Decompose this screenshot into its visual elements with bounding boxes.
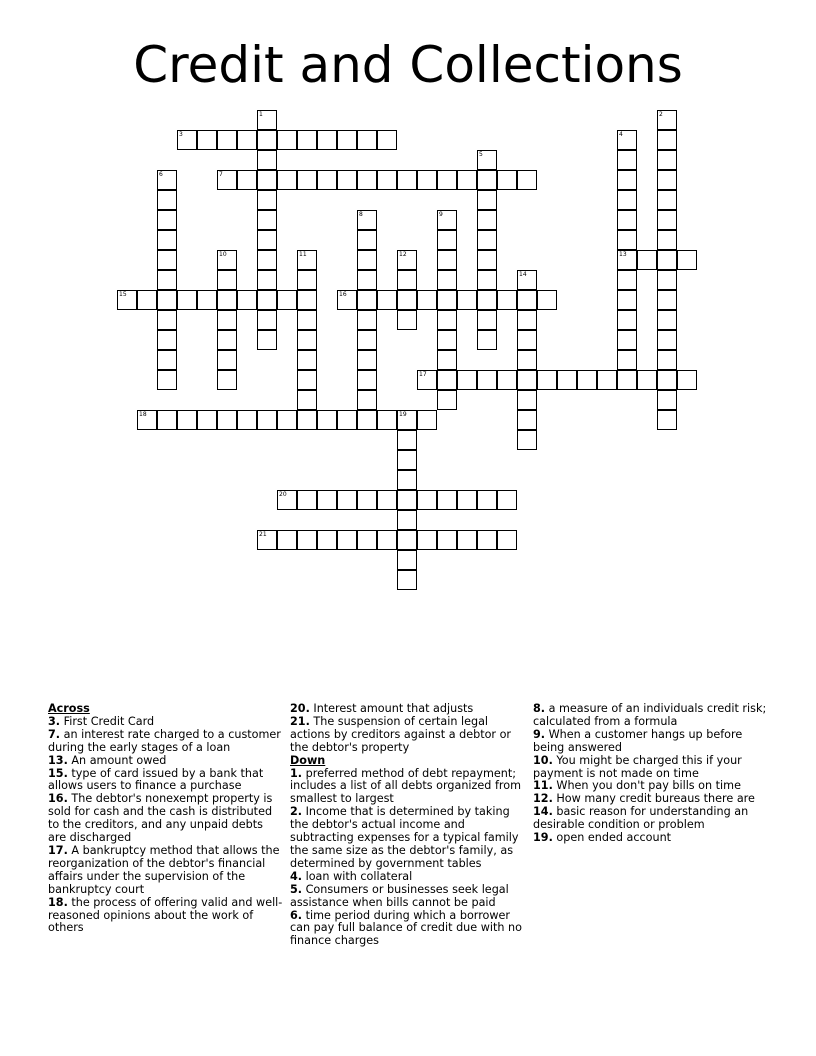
grid-cell[interactable]	[377, 170, 397, 190]
grid-cell[interactable]	[417, 530, 437, 550]
grid-cell[interactable]	[317, 130, 337, 150]
grid-cell[interactable]	[357, 330, 377, 350]
grid-cell[interactable]	[337, 490, 357, 510]
grid-cell[interactable]	[157, 290, 177, 310]
grid-cell[interactable]	[157, 210, 177, 230]
grid-cell[interactable]	[357, 350, 377, 370]
grid-cell[interactable]	[237, 290, 257, 310]
clues-column-2	[290, 703, 526, 948]
grid-cell[interactable]	[157, 270, 177, 290]
grid-cell[interactable]	[397, 310, 417, 330]
grid-cell[interactable]	[217, 310, 237, 330]
grid-cell[interactable]	[257, 230, 277, 250]
grid-cell[interactable]	[177, 410, 197, 430]
grid-cell[interactable]	[257, 190, 277, 210]
clue-across-16: 16. The debtor's nonexempt property is sold for cash and the cash is distributed to the creditors, and any unpaid debts are discharged	[48, 792, 273, 845]
grid-cell[interactable]	[517, 310, 537, 330]
grid-cell[interactable]	[357, 530, 377, 550]
cell-number: 5	[479, 151, 483, 158]
grid-cell[interactable]	[317, 490, 337, 510]
grid-cell[interactable]	[457, 490, 477, 510]
grid-cell[interactable]	[357, 250, 377, 270]
grid-cell[interactable]	[397, 410, 417, 430]
grid-cell[interactable]	[257, 150, 277, 170]
clue-down-10: 10. You might be charged this if your payment is not made on time	[533, 753, 742, 780]
clue-down-1: 1. preferred method of debt repayment; includes a list of all debts organized from smallest to largest	[290, 766, 521, 806]
across-heading: Across	[48, 702, 90, 715]
grid-cell[interactable]	[517, 290, 537, 310]
grid-cell[interactable]	[137, 410, 157, 430]
grid-cell[interactable]	[617, 310, 637, 330]
grid-cell[interactable]	[257, 330, 277, 350]
grid-cell[interactable]	[517, 390, 537, 410]
grid-cell[interactable]	[397, 290, 417, 310]
grid-cell[interactable]	[297, 170, 317, 190]
grid-cell[interactable]	[437, 350, 457, 370]
grid-cell[interactable]	[477, 250, 497, 270]
grid-cell[interactable]	[397, 270, 417, 290]
clue-down-6: 6. time period during which a borrower can pay full balance of credit due with no finance charges	[290, 908, 522, 948]
grid-cell[interactable]	[297, 130, 317, 150]
grid-cell[interactable]	[617, 250, 637, 270]
grid-cell[interactable]	[517, 350, 537, 370]
grid-cell[interactable]	[357, 310, 377, 330]
clue-down-4: 4. loan with collateral	[290, 869, 413, 883]
grid-cell[interactable]	[397, 430, 417, 450]
grid-cell[interactable]	[617, 370, 637, 390]
clue-down-5: 5. Consumers or businesses seek legal assistance when bills cannot be paid	[290, 882, 509, 909]
grid-cell[interactable]	[297, 490, 317, 510]
grid-cell[interactable]	[277, 410, 297, 430]
grid-cell[interactable]	[357, 390, 377, 410]
grid-cell[interactable]	[397, 550, 417, 570]
grid-cell[interactable]	[457, 290, 477, 310]
grid-cell[interactable]	[297, 410, 317, 430]
cell-number: 20	[279, 491, 287, 498]
grid-cell[interactable]	[497, 370, 517, 390]
grid-cell[interactable]	[617, 290, 637, 310]
grid-cell[interactable]	[477, 290, 497, 310]
grid-cell[interactable]	[417, 490, 437, 510]
grid-cell[interactable]	[157, 230, 177, 250]
cell-number: 21	[259, 531, 267, 538]
grid-cell[interactable]	[217, 370, 237, 390]
cell-number: 8	[359, 211, 363, 218]
grid-cell[interactable]	[657, 310, 677, 330]
grid-cell[interactable]	[617, 350, 637, 370]
grid-cell[interactable]	[517, 170, 537, 190]
grid-cell[interactable]	[157, 250, 177, 270]
grid-cell[interactable]	[257, 170, 277, 190]
clue-across-18: 18. the process of offering valid and well-reasoned opinions about the work of others	[48, 895, 283, 935]
grid-cell[interactable]	[657, 330, 677, 350]
grid-cell[interactable]	[357, 170, 377, 190]
grid-cell[interactable]	[157, 370, 177, 390]
cell-number: 19	[399, 411, 407, 418]
puzzle-title: Credit and Collections	[133, 36, 683, 94]
grid-cell[interactable]	[437, 490, 457, 510]
clue-down-19: 19. open ended account	[533, 831, 672, 845]
grid-cell[interactable]	[117, 290, 137, 310]
grid-cell[interactable]	[277, 290, 297, 310]
grid-cell[interactable]	[397, 470, 417, 490]
grid-cell[interactable]	[457, 370, 477, 390]
grid-cell[interactable]	[297, 350, 317, 370]
grid-cell[interactable]	[157, 350, 177, 370]
clue-down-12: 12. How many credit bureaus there are	[533, 792, 755, 806]
grid-cell[interactable]	[157, 190, 177, 210]
grid-cell[interactable]	[597, 370, 617, 390]
grid-cell[interactable]	[217, 270, 237, 290]
grid-cell[interactable]	[257, 290, 277, 310]
grid-cell[interactable]	[617, 270, 637, 290]
grid-cell[interactable]	[297, 310, 317, 330]
grid-cell[interactable]	[477, 310, 497, 330]
cell-number: 11	[299, 251, 307, 258]
grid-cell[interactable]	[397, 450, 417, 470]
grid-cell[interactable]	[217, 350, 237, 370]
clue-down-8: 8. a measure of an individuals credit risk; calculated from a formula	[533, 702, 767, 728]
grid-cell[interactable]	[297, 530, 317, 550]
grid-cell[interactable]	[677, 370, 697, 390]
grid-cell[interactable]	[217, 130, 237, 150]
grid-cell[interactable]	[477, 210, 497, 230]
clue-across-20: 20. Interest amount that adjusts	[290, 702, 474, 715]
grid-cell[interactable]	[437, 170, 457, 190]
down-heading: Down	[290, 753, 326, 767]
grid-cell[interactable]	[297, 390, 317, 410]
grid-cell[interactable]	[437, 230, 457, 250]
grid-cell[interactable]	[257, 250, 277, 270]
grid-cell[interactable]	[617, 150, 637, 170]
grid-cell[interactable]	[477, 490, 497, 510]
grid-cell[interactable]	[217, 410, 237, 430]
grid-cell[interactable]	[657, 370, 677, 390]
grid-cell[interactable]	[617, 130, 637, 150]
grid-cell[interactable]	[397, 570, 417, 590]
cell-number: 3	[179, 131, 183, 138]
grid-cell[interactable]	[657, 350, 677, 370]
grid-cell[interactable]	[417, 170, 437, 190]
grid-cell[interactable]	[437, 390, 457, 410]
clue-down-9: 9. When a customer hangs up before being answered	[533, 727, 743, 754]
grid-cell[interactable]	[337, 130, 357, 150]
cell-number: 14	[519, 271, 527, 278]
grid-cell[interactable]	[657, 190, 677, 210]
grid-cell[interactable]	[657, 270, 677, 290]
grid-cell[interactable]	[377, 130, 397, 150]
grid-cell[interactable]	[297, 270, 317, 290]
grid-cell[interactable]	[477, 230, 497, 250]
clue-across-15: 15. type of card issued by a bank that allows users to finance a purchase	[48, 766, 264, 793]
clues-column-1	[48, 703, 284, 935]
grid-cell[interactable]	[257, 310, 277, 330]
grid-cell[interactable]	[237, 410, 257, 430]
grid-cell[interactable]	[157, 310, 177, 330]
grid-cell[interactable]	[357, 210, 377, 230]
grid-cell[interactable]	[177, 130, 197, 150]
clues-column-3	[533, 703, 769, 845]
grid-cell[interactable]	[437, 270, 457, 290]
grid-cell[interactable]	[457, 170, 477, 190]
grid-cell[interactable]	[477, 170, 497, 190]
grid-cell[interactable]	[617, 170, 637, 190]
clue-across-21: 21. The suspension of certain legal actions by creditors against a debtor or the debtor's property	[290, 714, 512, 754]
grid-cell[interactable]	[237, 170, 257, 190]
grid-cell[interactable]	[437, 210, 457, 230]
grid-cell[interactable]	[397, 250, 417, 270]
clue-across-3: 3. First Credit Card	[48, 714, 155, 728]
grid-cell[interactable]	[577, 370, 597, 390]
grid-cell[interactable]	[657, 230, 677, 250]
grid-cell[interactable]	[357, 230, 377, 250]
grid-cell[interactable]	[257, 530, 277, 550]
grid-cell[interactable]	[337, 290, 357, 310]
grid-cell[interactable]	[377, 530, 397, 550]
grid-cell[interactable]	[297, 370, 317, 390]
cell-number: 10	[219, 251, 227, 258]
grid-cell[interactable]	[237, 130, 257, 150]
grid-cell[interactable]	[177, 290, 197, 310]
cell-number: 1	[259, 111, 263, 118]
grid-cell[interactable]	[257, 110, 277, 130]
grid-cell[interactable]	[277, 170, 297, 190]
grid-cell[interactable]	[137, 290, 157, 310]
grid-cell[interactable]	[257, 270, 277, 290]
cell-number: 12	[399, 251, 407, 258]
grid-cell[interactable]	[197, 410, 217, 430]
grid-cell[interactable]	[157, 410, 177, 430]
grid-cell[interactable]	[497, 530, 517, 550]
clue-across-7: 7. an interest rate charged to a customer during the early stages of a loan	[48, 727, 281, 754]
grid-cell[interactable]	[517, 330, 537, 350]
grid-cell[interactable]	[377, 290, 397, 310]
grid-cell[interactable]	[217, 290, 237, 310]
clue-down-14: 14. basic reason for understanding an desirable condition or problem	[533, 805, 749, 832]
grid-cell[interactable]	[377, 410, 397, 430]
grid-cell[interactable]	[197, 130, 217, 150]
grid-cell[interactable]	[517, 370, 537, 390]
grid-cell[interactable]	[557, 370, 577, 390]
grid-cell[interactable]	[417, 410, 437, 430]
grid-cell[interactable]	[657, 150, 677, 170]
cell-number: 9	[439, 211, 443, 218]
grid-cell[interactable]	[257, 130, 277, 150]
grid-cell[interactable]	[317, 410, 337, 430]
clue-down-2: 2. Income that is determined by taking the debtor's actual income and subtracting expenses for a typical family the same size as the debtor's family, as determined by government tables	[290, 805, 519, 870]
grid-cell[interactable]	[497, 490, 517, 510]
grid-cell[interactable]	[357, 370, 377, 390]
grid-cell[interactable]	[657, 390, 677, 410]
grid-cell[interactable]	[477, 530, 497, 550]
grid-cell[interactable]	[217, 250, 237, 270]
cell-number: 13	[619, 251, 627, 258]
grid-cell[interactable]	[157, 330, 177, 350]
grid-cell[interactable]	[197, 290, 217, 310]
grid-cell[interactable]	[257, 210, 277, 230]
grid-cell[interactable]	[277, 130, 297, 150]
grid-cell[interactable]	[537, 370, 557, 390]
grid-cell[interactable]	[337, 170, 357, 190]
cell-number: 18	[139, 411, 147, 418]
grid-cell[interactable]	[317, 530, 337, 550]
cell-number: 6	[159, 171, 163, 178]
grid-cell[interactable]	[477, 330, 497, 350]
grid-cell[interactable]	[297, 330, 317, 350]
grid-cell[interactable]	[437, 290, 457, 310]
grid-cell[interactable]	[637, 370, 657, 390]
grid-cell[interactable]	[277, 530, 297, 550]
cell-number: 7	[219, 171, 223, 178]
grid-cell[interactable]	[517, 430, 537, 450]
grid-cell[interactable]	[277, 490, 297, 510]
grid-cell[interactable]	[337, 530, 357, 550]
grid-cell[interactable]	[357, 490, 377, 510]
grid-cell[interactable]	[497, 290, 517, 310]
grid-cell[interactable]	[477, 270, 497, 290]
grid-cell[interactable]	[337, 410, 357, 430]
grid-cell[interactable]	[617, 190, 637, 210]
grid-cell[interactable]	[537, 290, 557, 310]
grid-cell[interactable]	[657, 290, 677, 310]
grid-cell[interactable]	[437, 250, 457, 270]
grid-cell[interactable]	[497, 170, 517, 190]
grid-cell[interactable]	[617, 230, 637, 250]
grid-cell[interactable]	[657, 250, 677, 270]
grid-cell[interactable]	[637, 250, 657, 270]
grid-cell[interactable]	[477, 150, 497, 170]
grid-cell[interactable]	[397, 530, 417, 550]
grid-cell[interactable]	[617, 330, 637, 350]
grid-cell[interactable]	[657, 130, 677, 150]
grid-cell[interactable]	[477, 190, 497, 210]
grid-cell[interactable]	[377, 490, 397, 510]
grid-cell[interactable]	[417, 370, 437, 390]
grid-cell[interactable]	[217, 170, 237, 190]
cell-number: 2	[659, 111, 663, 118]
grid-cell[interactable]	[397, 510, 417, 530]
grid-cell[interactable]	[397, 490, 417, 510]
cell-number: 17	[419, 371, 427, 378]
grid-cell[interactable]	[437, 310, 457, 330]
grid-cell[interactable]	[257, 410, 277, 430]
grid-cell[interactable]	[657, 410, 677, 430]
grid-cell[interactable]	[677, 250, 697, 270]
grid-cell[interactable]	[517, 270, 537, 290]
cell-number: 16	[339, 291, 347, 298]
grid-cell[interactable]	[437, 370, 457, 390]
cell-number: 4	[619, 131, 623, 138]
grid-cell[interactable]	[217, 330, 237, 350]
clue-across-13: 13. An amount owed	[48, 753, 167, 767]
grid-cell[interactable]	[477, 370, 497, 390]
grid-cell[interactable]	[657, 210, 677, 230]
cell-number: 15	[119, 291, 127, 298]
grid-cell[interactable]	[657, 170, 677, 190]
grid-cell[interactable]	[457, 530, 477, 550]
grid-cell[interactable]	[157, 170, 177, 190]
grid-cell[interactable]	[357, 130, 377, 150]
grid-cell[interactable]	[357, 270, 377, 290]
grid-cell[interactable]	[297, 250, 317, 270]
grid-cell[interactable]	[357, 290, 377, 310]
grid-cell[interactable]	[517, 410, 537, 430]
grid-cell[interactable]	[437, 330, 457, 350]
grid-cell[interactable]	[657, 110, 677, 130]
grid-cell[interactable]	[317, 170, 337, 190]
grid-cell[interactable]	[297, 290, 317, 310]
clue-down-11: 11. When you don't pay bills on time	[533, 779, 741, 793]
grid-cell[interactable]	[617, 210, 637, 230]
grid-cell[interactable]	[397, 170, 417, 190]
clue-across-17: 17. A bankruptcy method that allows the reorganization of the debtor's financial affairs under the supervision of the bankruptcy court	[48, 843, 280, 896]
grid-cell[interactable]	[417, 290, 437, 310]
grid-cell[interactable]	[437, 530, 457, 550]
grid-cell[interactable]	[357, 410, 377, 430]
